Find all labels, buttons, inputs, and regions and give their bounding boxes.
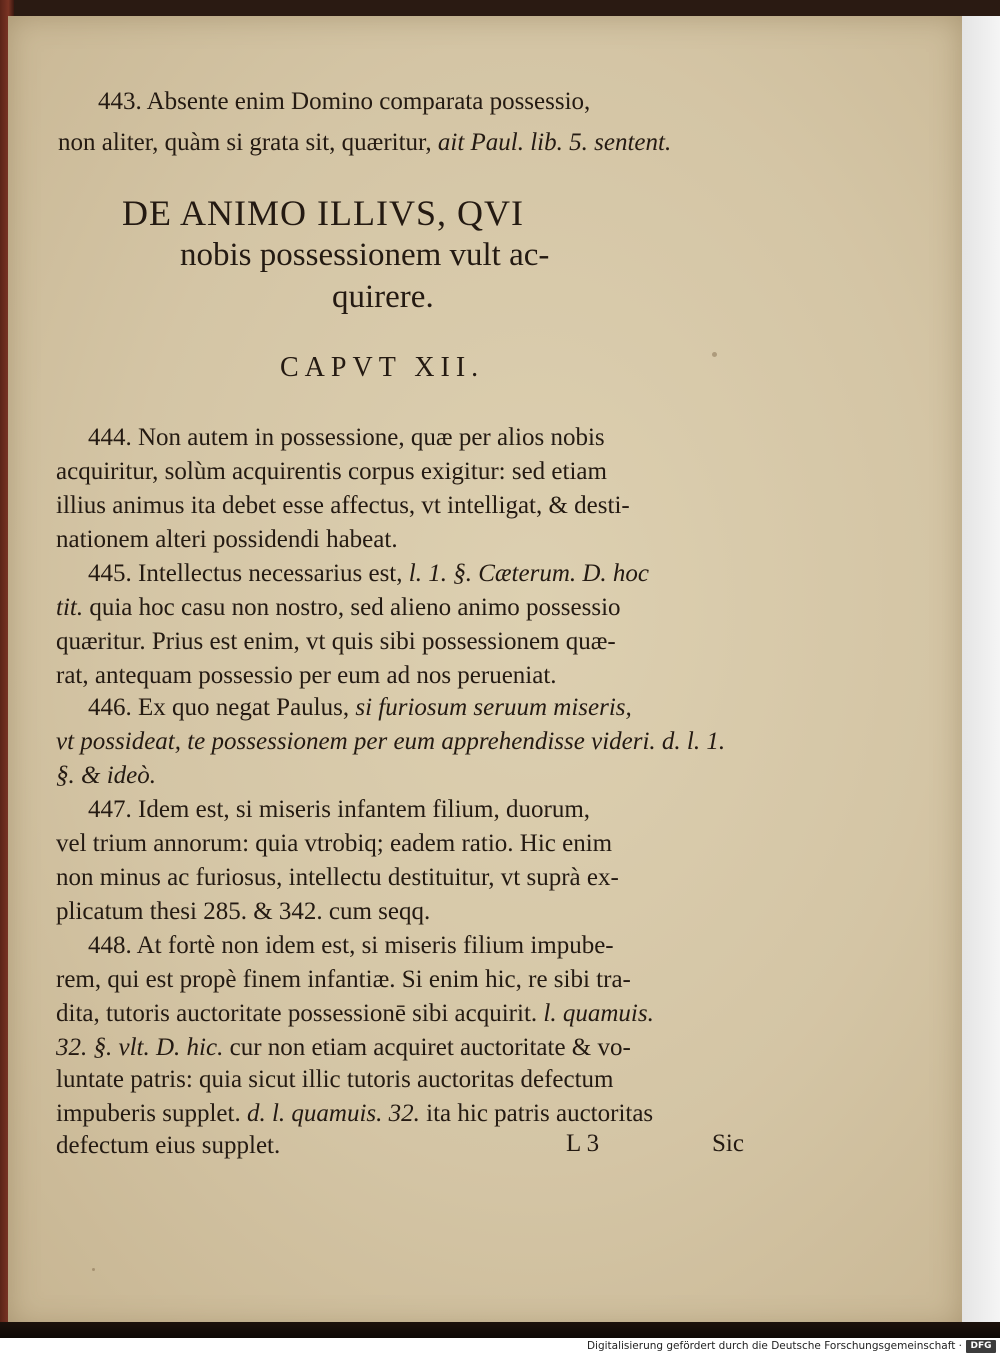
italic-text: d. l. quamuis. 32. bbox=[246, 1100, 420, 1127]
text-segment: vel trium annorum: quia vtrobiq; eadem ratio. Hic enim bbox=[56, 830, 613, 857]
book-bottom-edge bbox=[0, 1322, 1000, 1338]
chapter-number bbox=[280, 352, 484, 384]
text-line bbox=[56, 492, 630, 520]
text-segment: acquiritur, solùm acquirentis corpus exigitur: sed etiam bbox=[56, 458, 607, 485]
chapter-title-line bbox=[122, 192, 524, 234]
text-segment: 443. Absente enim Domino comparata possessio, bbox=[98, 88, 591, 115]
text-line bbox=[56, 594, 621, 622]
text-segment: quirere. bbox=[332, 279, 434, 315]
text-segment: rem, qui est propè finem infantiæ. Si enim hic, re sibi tra- bbox=[56, 966, 631, 993]
text-segment: illius animus ita debet esse affectus, vt intelligat, & desti- bbox=[56, 492, 630, 519]
paper-spot bbox=[92, 1268, 95, 1271]
text-line bbox=[56, 1066, 613, 1094]
text-segment: impuberis supplet. bbox=[56, 1100, 247, 1127]
catchword: Sic bbox=[712, 1130, 744, 1157]
text-line bbox=[56, 458, 607, 486]
text-segment: ita hic patris auctoritas bbox=[419, 1100, 654, 1127]
text-segment: quæritur. Prius est enim, vt quis sibi possessionem quæ- bbox=[56, 628, 616, 655]
text-segment: cur non etiam acquiret auctoritate & vo- bbox=[223, 1034, 631, 1061]
italic-text: si furiosum seruum miseris, bbox=[355, 694, 632, 721]
text-line bbox=[56, 966, 631, 994]
text-segment: dita, tutoris auctoritate possessionē sibi acquirit. bbox=[56, 1000, 544, 1027]
text-line bbox=[56, 662, 557, 690]
italic-text: ait Paul. lib. 5. sentent. bbox=[437, 129, 672, 156]
text-segment: non aliter, quàm si grata sit, quæritur, bbox=[58, 129, 438, 156]
text-line bbox=[88, 932, 614, 960]
text-segment: 445. Intellectus necessarius est, bbox=[88, 560, 409, 587]
text-line bbox=[56, 1000, 654, 1028]
text-segment: defectum eius supplet. bbox=[56, 1132, 281, 1159]
italic-text: l. 1. §. Cæterum. D. hoc bbox=[408, 560, 650, 587]
text-line bbox=[98, 88, 590, 116]
text-segment: 448. At fortè non idem est, si miseris filium impube- bbox=[88, 932, 614, 959]
text-line bbox=[56, 526, 398, 554]
text-line bbox=[56, 864, 619, 892]
text-segment: CAPVT XII. bbox=[280, 352, 485, 383]
text-line bbox=[88, 424, 605, 452]
text-segment: nationem alteri possidendi habeat. bbox=[56, 526, 398, 553]
text-line bbox=[56, 628, 616, 656]
text-segment: luntate patris: quia sicut illic tutoris auctoritas defectum bbox=[56, 1066, 614, 1093]
footer-credit: Digitalisierung gefördert durch die Deutsche Forschungsgemeinschaft · bbox=[586, 1340, 962, 1352]
text-segment: DE ANIMO ILLIVS, QVI bbox=[122, 193, 524, 233]
text-line bbox=[56, 762, 156, 790]
text-segment: 444. Non autem in possessione, quæ per alios nobis bbox=[88, 424, 605, 451]
text-segment: quia hoc casu non nostro, sed alieno animo possessio bbox=[83, 594, 621, 621]
text-line bbox=[56, 830, 612, 858]
chapter-title-line bbox=[180, 237, 549, 274]
scan-margin bbox=[962, 16, 1000, 1328]
italic-text: vt possideat, te possessionem per eum apprehendisse videri. d. l. 1. bbox=[56, 728, 726, 755]
dfg-logo-icon: DFG bbox=[966, 1340, 996, 1353]
text-line bbox=[58, 129, 671, 157]
text-segment: 447. Idem est, si miseris infantem filium, duorum, bbox=[88, 796, 591, 823]
text-line bbox=[88, 560, 649, 588]
text-line bbox=[56, 1034, 631, 1062]
text-segment: non minus ac furiosus, intellectu destituitur, vt suprà ex- bbox=[56, 864, 619, 891]
text-line bbox=[56, 898, 430, 926]
text-segment: plicatum thesi 285. & 342. cum seqq. bbox=[56, 898, 431, 925]
chapter-title-line bbox=[332, 279, 434, 316]
text-line bbox=[56, 728, 725, 756]
text-line bbox=[88, 796, 590, 824]
italic-text: l. quamuis. bbox=[543, 1000, 654, 1027]
italic-text: tit. bbox=[56, 594, 84, 621]
footer-bar bbox=[0, 1338, 1000, 1357]
text-line bbox=[56, 1132, 280, 1160]
text-segment: rat, antequam possessio per eum ad nos perueniat. bbox=[56, 662, 557, 689]
paper-spot bbox=[712, 352, 717, 357]
italic-text: §. & ideò. bbox=[56, 762, 156, 789]
text-line bbox=[56, 1100, 653, 1128]
text-segment: 446. Ex quo negat Paulus, bbox=[88, 694, 356, 721]
text-segment: nobis possessionem vult ac- bbox=[180, 237, 550, 273]
italic-text: 32. §. vlt. D. hic. bbox=[56, 1034, 224, 1061]
text-line bbox=[88, 694, 632, 722]
signature-mark: L 3 bbox=[566, 1130, 600, 1157]
